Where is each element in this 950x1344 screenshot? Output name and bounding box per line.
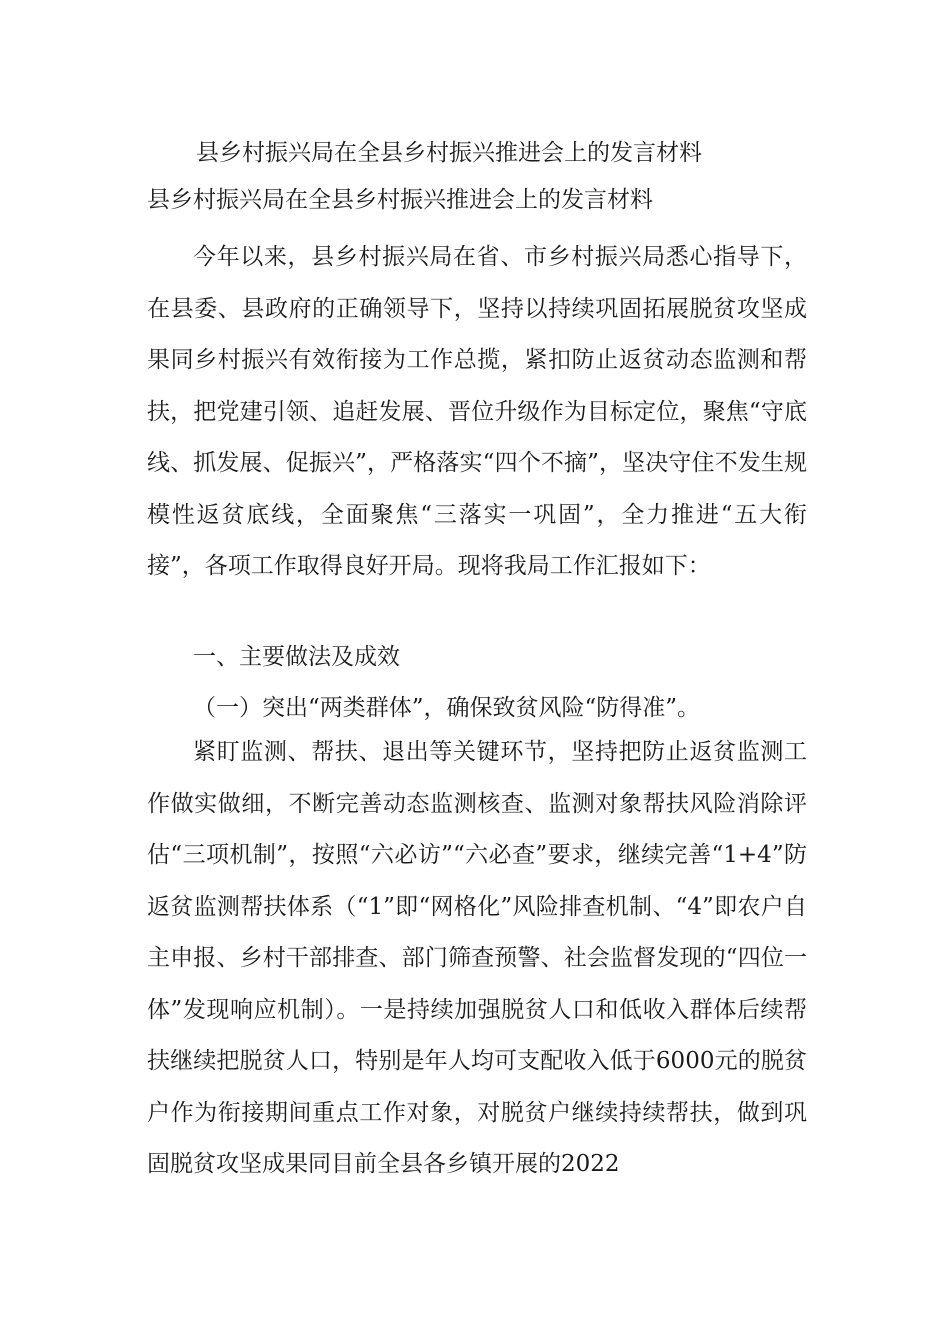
body-paragraph: 紧盯监测、帮扶、退出等关键环节，坚持把防止返贫监测工作做实做细，不断完善动态监测核查、监测对象帮扶风险消除评估“三项机制”，按照“六必访”“六必查”要求，继续完善“1+4”防返贫监测帮扶体系（“1”即“网格化”风险排查机制、“4”即农户自主申报、乡村干部排查、部门筛查预警、社会监督发现的“四位一体”发现响应机制）。一是持续加强脱贫人口和低收入群体后续帮扶继续把脱贫人口，特别是年人均可支配收入低于6000元的脱贫户作为衔接期间重点工作对象，对脱贫户继续持续帮扶，做到巩固脱贫攻坚成果同目前全县各乡镇开展的2022 [147, 739, 807, 1177]
document-title: 县乡村振兴局在全县乡村振兴推进会上的发言材料 [196, 140, 702, 166]
intro-paragraph: 今年以来，县乡村振兴局在省、市乡村振兴局悉心指导下，在县委、县政府的正确领导下，坚持以持续巩固拓展脱贫攻坚成果同乡村振兴有效衔接为工作总揽，紧扣防止返贫动态监测和帮扶，把党建引领、追赶发展、晋位升级作为目标定位，聚焦“守底线、抓发展、促振兴”，严格落实“四个不摘”，坚决守住不发生规模性返贫底线，全面聚焦“三落实一巩固”，全力推进“五大衔接”，各项工作取得良好开局。现将我局工作汇报如下： [147, 244, 807, 579]
document-subtitle: 县乡村振兴局在全县乡村振兴推进会上的发言材料 [147, 187, 653, 213]
section-heading: 一、主要做法及成效 [193, 644, 400, 670]
subsection-heading: （一）突出“两类群体”，确保致贫风险“防得准”。 [193, 695, 701, 721]
